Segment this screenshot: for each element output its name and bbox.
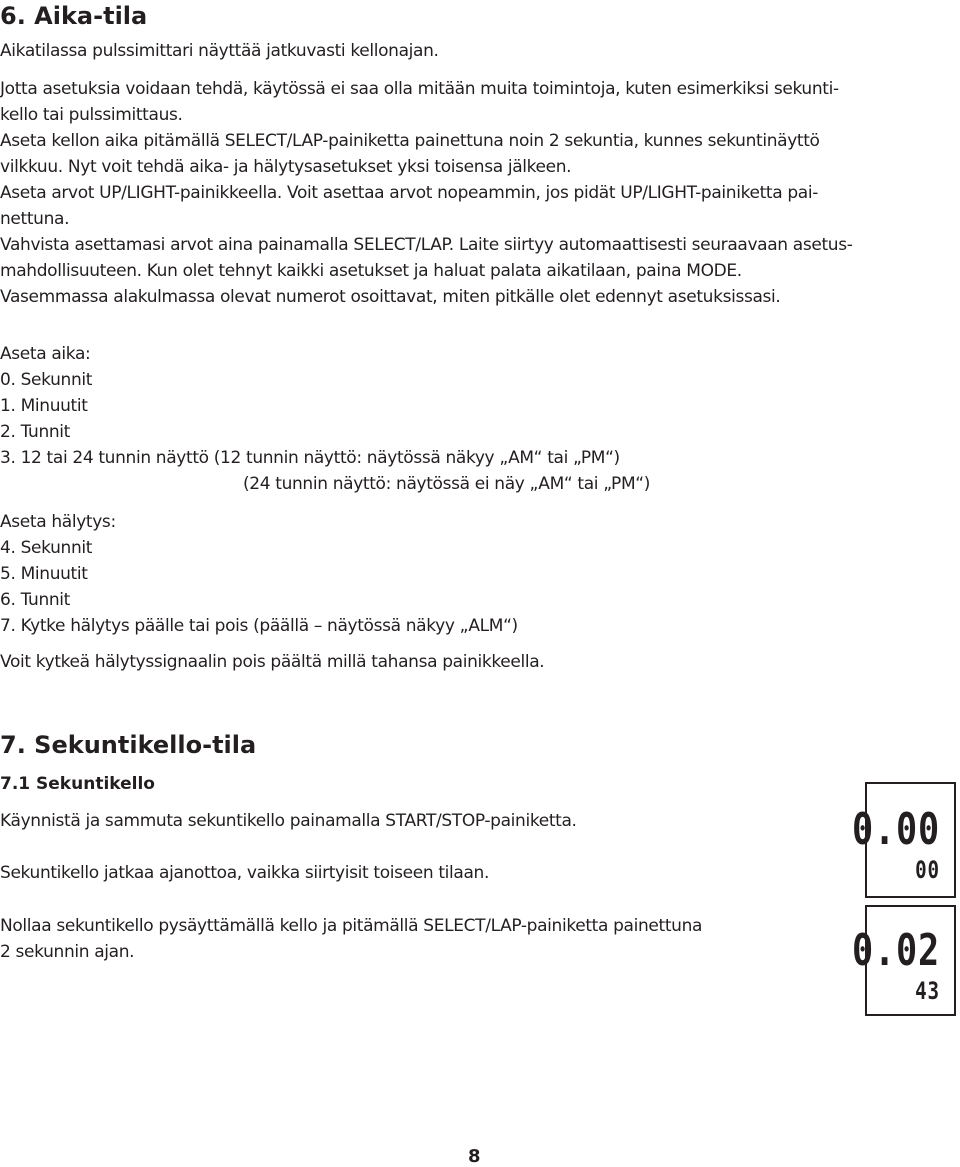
alarm-note: Voit kytkeä hälytyssignaalin pois päältä millä tahansa painikkeella. [0,652,545,672]
paragraph-line: Vahvista asettamasi arvot aina painamalla SELECT/LAP. Laite siirtyy automaattisesti seuraavaan asetus- [0,235,853,255]
stopwatch-mode-text: Sekuntikello jatkaa ajanottoa, vaikka siirtyisit toiseen tilaan. [0,863,490,883]
paragraph-line: Jotta asetuksia voidaan tehdä, käytössä ei saa olla mitään muita toimintoja, kuten esimerkiksi sekunti- [0,79,839,99]
alarm-setting-item: 7. Kytke hälytys päälle tai pois (päällä – näytössä näkyy „ALM“) [0,616,518,636]
paragraph-line: Aikatilassa pulssimittari näyttää jatkuvasti kellonajan. [0,41,439,61]
paragraph-line: mahdollisuuteen. Kun olet tehnyt kaikki asetukset ja haluat palata aikatilaan, paina MODE. [0,261,742,281]
display-sub-digits: 43 [915,977,940,1005]
display-sub-digits: 00 [915,856,940,884]
paragraph-line: Aseta kellon aika pitämällä SELECT/LAP-painiketta painettuna noin 2 sekuntia, kunnes sekuntinäyttö [0,131,820,151]
paragraph-line: kello tai pulssimittaus. [0,105,183,125]
subsection-7-1-title: 7.1 Sekuntikello [0,774,155,794]
time-setting-item: 3. 12 tai 24 tunnin näyttö (12 tunnin näyttö: näytössä näkyy „AM“ tai „PM“) [0,448,620,468]
section-7-title: 7. Sekuntikello-tila [0,731,257,759]
paragraph-line: nettuna. [0,209,70,229]
time-setting-item: 0. Sekunnit [0,370,93,390]
display-main-digits: 0.02 [852,925,940,976]
paragraph-line: Aseta arvot UP/LIGHT-painikkeella. Voit asettaa arvot nopeammin, jos pidät UP/LIGHT-painiketta pai- [0,183,818,203]
stopwatch-reset-text: 2 sekunnin ajan. [0,942,135,962]
alarm-settings-heading: Aseta hälytys: [0,512,116,532]
time-setting-item-continuation: (24 tunnin näyttö: näytössä ei näy „AM“ tai „PM“) [243,474,651,494]
paragraph-line: Vasemmassa alakulmassa olevat numerot osoittavat, miten pitkälle olet edennyt asetuksissasi. [0,287,781,307]
time-setting-item: 1. Minuutit [0,396,88,416]
page-number: 8 [468,1146,481,1167]
stopwatch-reset-text: Nollaa sekuntikello pysäyttämällä kello ja pitämällä SELECT/LAP-painiketta painettuna [0,916,703,936]
paragraph-line: vilkkuu. Nyt voit tehdä aika- ja hälytysasetukset yksi toisensa jälkeen. [0,157,572,177]
display-main-digits: 0.00 [852,804,940,855]
alarm-setting-item: 5. Minuutit [0,564,88,584]
stopwatch-display-zero [852,782,956,898]
stopwatch-start-text: Käynnistä ja sammuta sekuntikello painamalla START/STOP-painiketta. [0,811,577,831]
time-setting-item: 2. Tunnit [0,422,70,442]
alarm-setting-item: 6. Tunnit [0,590,70,610]
section-6-title: 6. Aika-tila [0,2,148,30]
stopwatch-display-running [852,905,956,1016]
alarm-setting-item: 4. Sekunnit [0,538,93,558]
time-settings-heading: Aseta aika: [0,344,91,364]
